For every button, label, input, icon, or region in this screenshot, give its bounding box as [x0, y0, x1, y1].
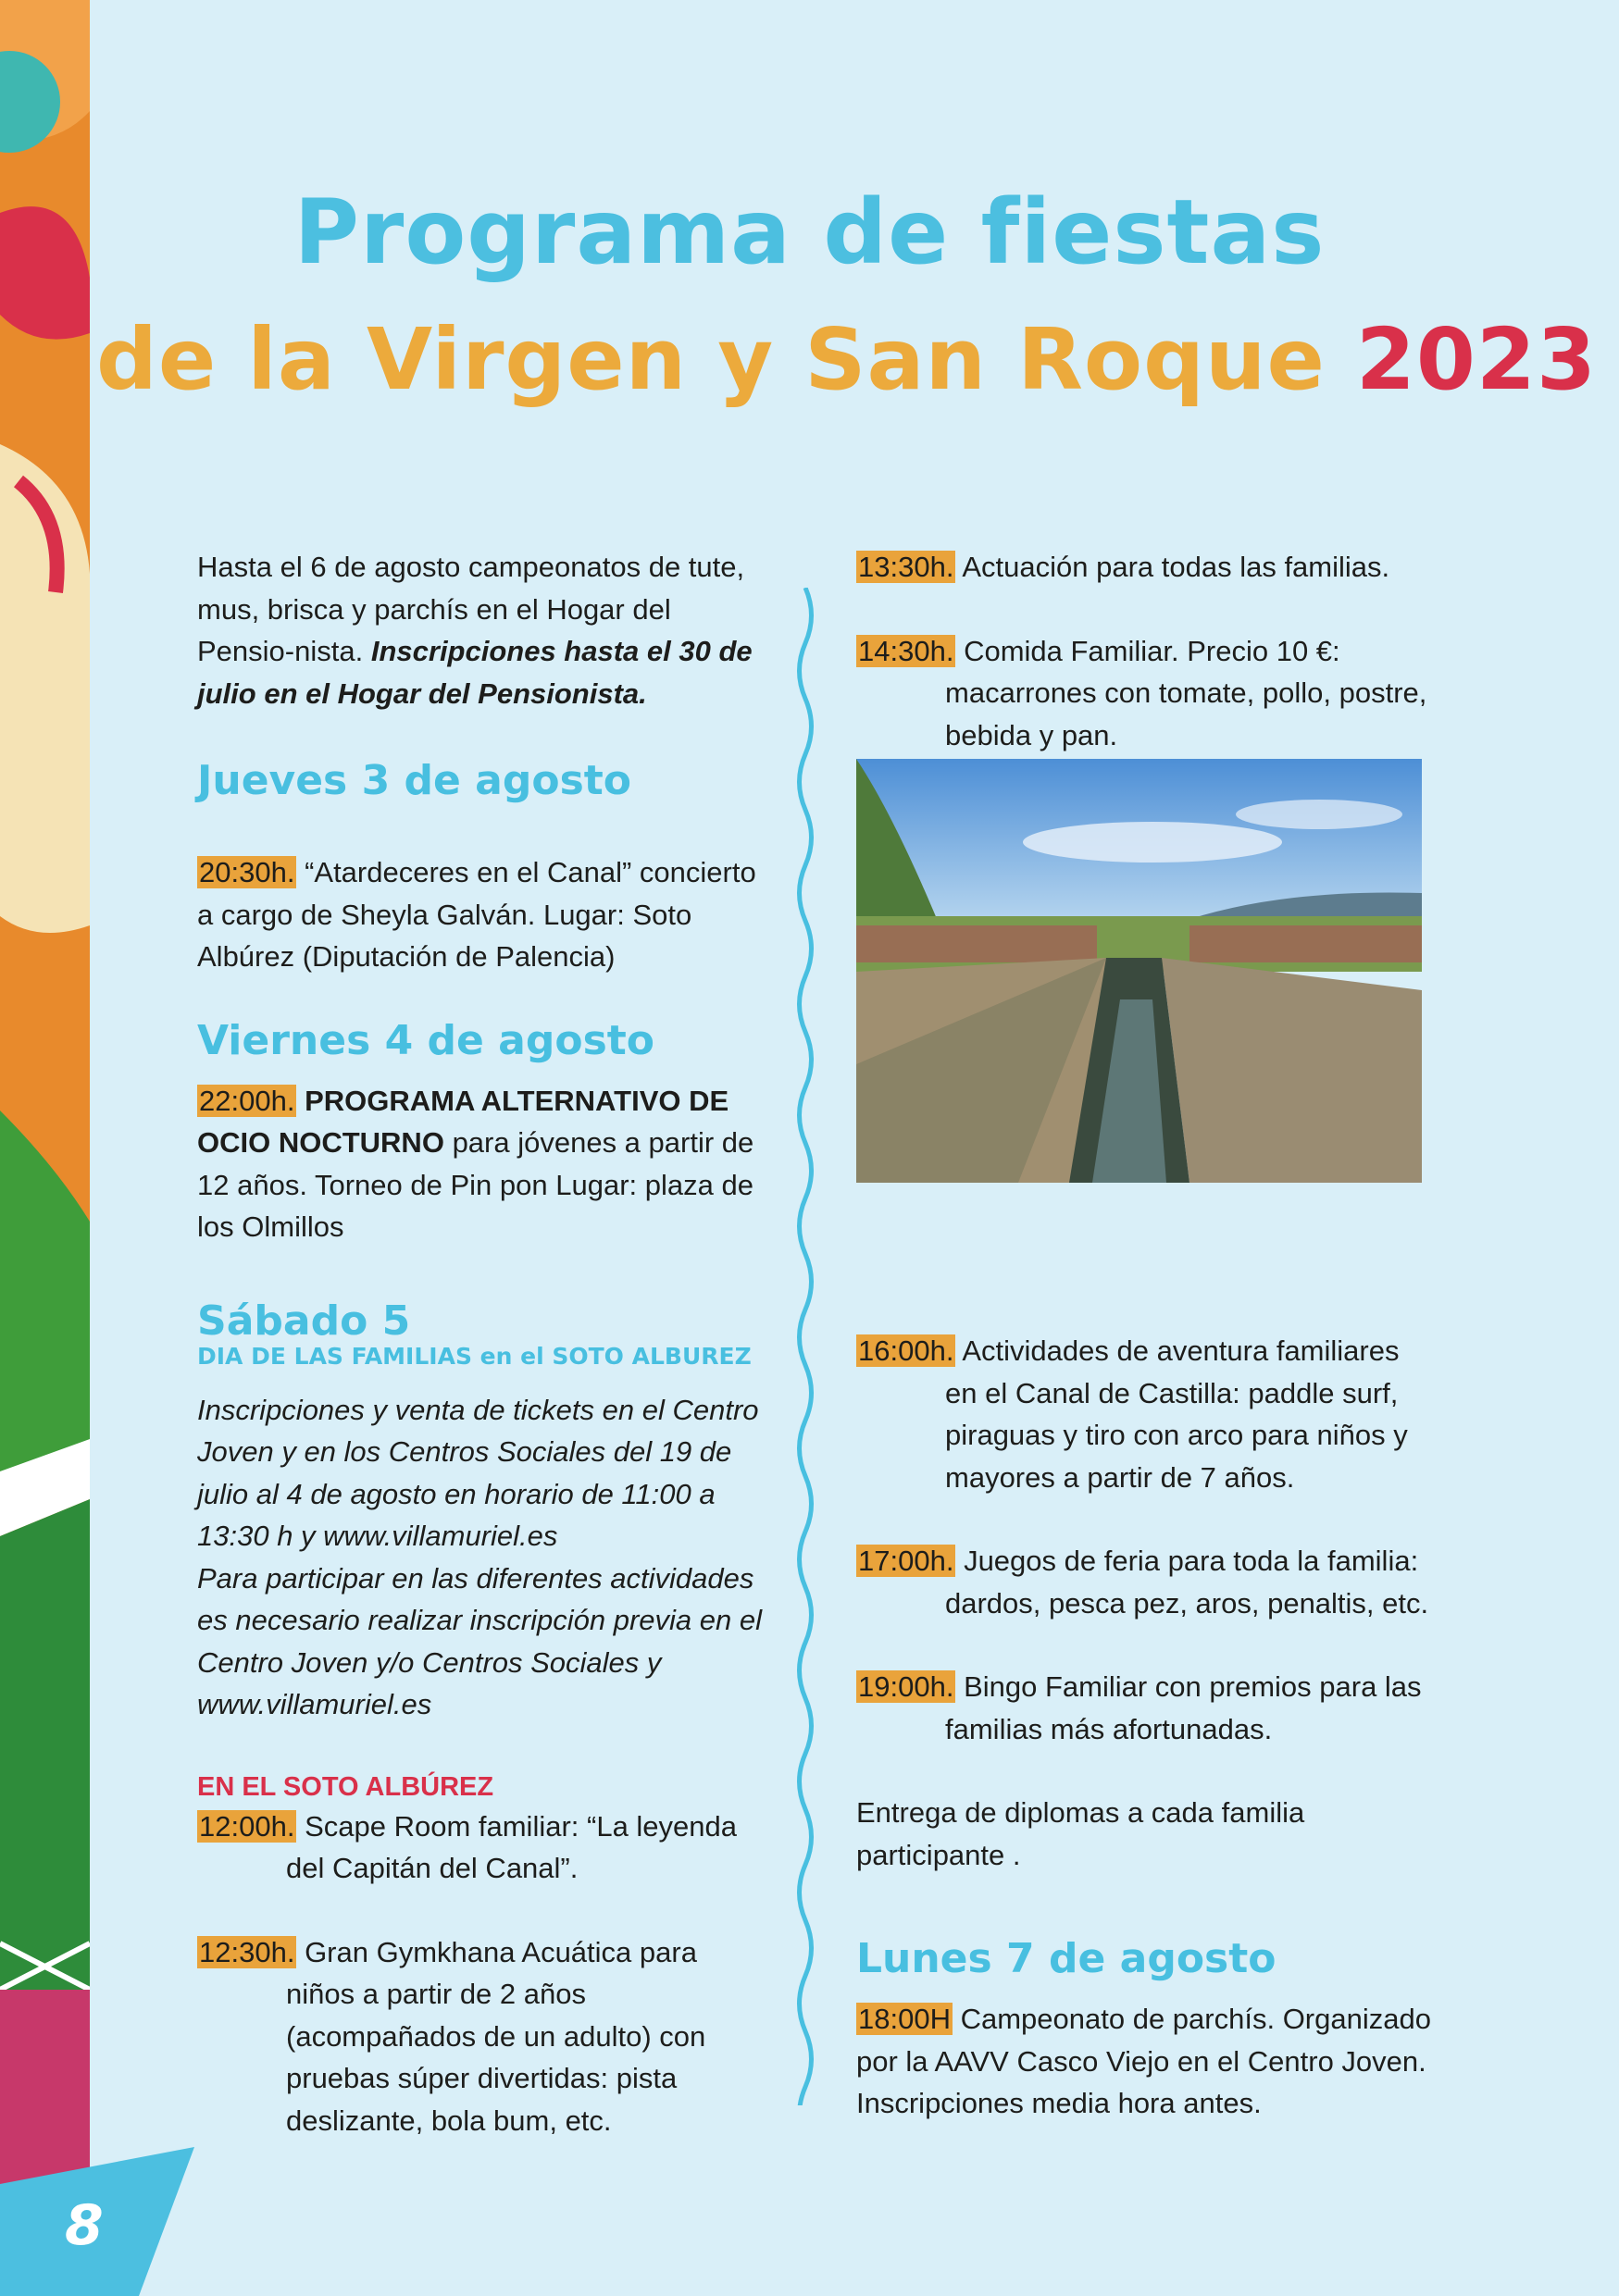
- time-badge: 22:00h.: [199, 1084, 295, 1117]
- event-1330: [856, 546, 1435, 589]
- event-text: Campeonato de parchís. Organizado por la AAVV Casco Viejo en el Centro Joven. Inscripciones media hora antes.: [856, 2003, 1431, 2119]
- time-badge: 14:30h.: [858, 634, 954, 667]
- place-label: EN EL SOTO ALBÚREZ: [197, 1771, 494, 1802]
- diplomas-note: Entrega de diplomas a cada familia participante .: [856, 1796, 1305, 1871]
- intro-text: Hasta el 6 de agosto campeonatos de tute, mus, brisca y parchís en el Hogar del Pensio-nista.: [197, 551, 745, 667]
- event-sabado-1: [197, 1806, 764, 1890]
- canal-photo: [856, 759, 1422, 1183]
- heading-lunes: Lunes 7 de agosto: [856, 1935, 1277, 1982]
- registration-info: Inscripciones y venta de tickets en el Centro Joven y en los Centros Sociales del 19 de julio al 4 de agosto en horario de 11:00 a 13:30 h y www.villamuriel.es: [197, 1393, 759, 1552]
- event-text: para jóvenes a partir de 12 años. Torneo de Pin pon Lugar: plaza de los Olmillos: [197, 1126, 754, 1243]
- page-title-line1: Programa de fiestas: [293, 180, 1326, 284]
- event-text: Bingo Familiar con premios para las familias más afortunadas.: [945, 1670, 1422, 1745]
- subheading-sabado: DIA DE LAS FAMILIAS en el SOTO ALBUREZ: [197, 1342, 752, 1370]
- time-badge: 12:30h.: [199, 1935, 295, 1968]
- time-badge: 19:00h.: [858, 1670, 954, 1703]
- event-viernes: [197, 1080, 764, 1248]
- page-title-line2: [0, 310, 1619, 409]
- event-lunes: [856, 1998, 1435, 2125]
- title-year: 2023: [1355, 310, 1597, 409]
- event-text: Juegos de feria para toda la familia: dardos, pesca pez, aros, penaltis, etc.: [945, 1545, 1429, 1620]
- time-badge: 18:00H: [858, 2003, 951, 2035]
- intro-registration: Inscripciones hasta el 30 de julio en el Hogar del Pensionista.: [197, 635, 753, 710]
- event-1700: [856, 1540, 1435, 1624]
- event-sabado-2: [197, 1931, 764, 2142]
- title-subtitle: de la Virgen y San Roque: [96, 310, 1326, 409]
- heading-sabado: Sábado 5: [197, 1297, 411, 1345]
- heading-viernes: Viernes 4 de agosto: [197, 1016, 655, 1064]
- event-text: Scape Room familiar: “La leyenda del Capitán del Canal”.: [286, 1809, 738, 1884]
- time-badge: 20:30h.: [199, 856, 295, 888]
- event-title: PROGRAMA ALTERNATIVO DE OCIO NOCTURNO: [197, 1084, 729, 1159]
- event-1430: [856, 630, 1435, 757]
- event-text: Actuación para todas las familias.: [962, 551, 1390, 583]
- time-badge: 13:30h.: [858, 551, 954, 583]
- intro-paragraph: [197, 546, 764, 714]
- left-column: [197, 546, 764, 2141]
- page-number: 8: [65, 2193, 104, 2258]
- time-badge: 12:00h.: [199, 1809, 295, 1843]
- time-badge: 17:00h.: [858, 1545, 954, 1577]
- participation-info: Para participar en las diferentes actividades es necesario realizar inscripción previa en el Centro Joven y/o Centros Sociales y www.villamuriel.es: [197, 1561, 762, 1720]
- event-text: Comida Familiar. Precio 10 €: macarrones con tomate, pollo, postre, bebida y pan.: [945, 634, 1427, 751]
- event-text: Gran Gymkhana Acuática para niños a partir de 2 años (acompañados de un adulto) con pruebas súper divertidas: pista deslizante, bola bum, etc.: [286, 1935, 706, 2137]
- event-1900: [856, 1666, 1435, 1750]
- event-1600: [856, 1330, 1435, 1498]
- wavy-divider: [791, 588, 819, 2105]
- event-text: Actividades de aventura familiares en el Canal de Castilla: paddle surf, piraguas y tiro con arco para niños y mayores a partir de 7 años.: [945, 1334, 1408, 1494]
- event-jueves: [197, 851, 764, 978]
- time-badge: 16:00h.: [858, 1334, 954, 1367]
- event-text: “Atardeceres en el Canal” concierto a cargo de Sheyla Galván. Lugar: Soto Albúrez (Diputación de Palencia): [197, 856, 756, 973]
- heading-jueves: Jueves 3 de agosto: [197, 757, 632, 804]
